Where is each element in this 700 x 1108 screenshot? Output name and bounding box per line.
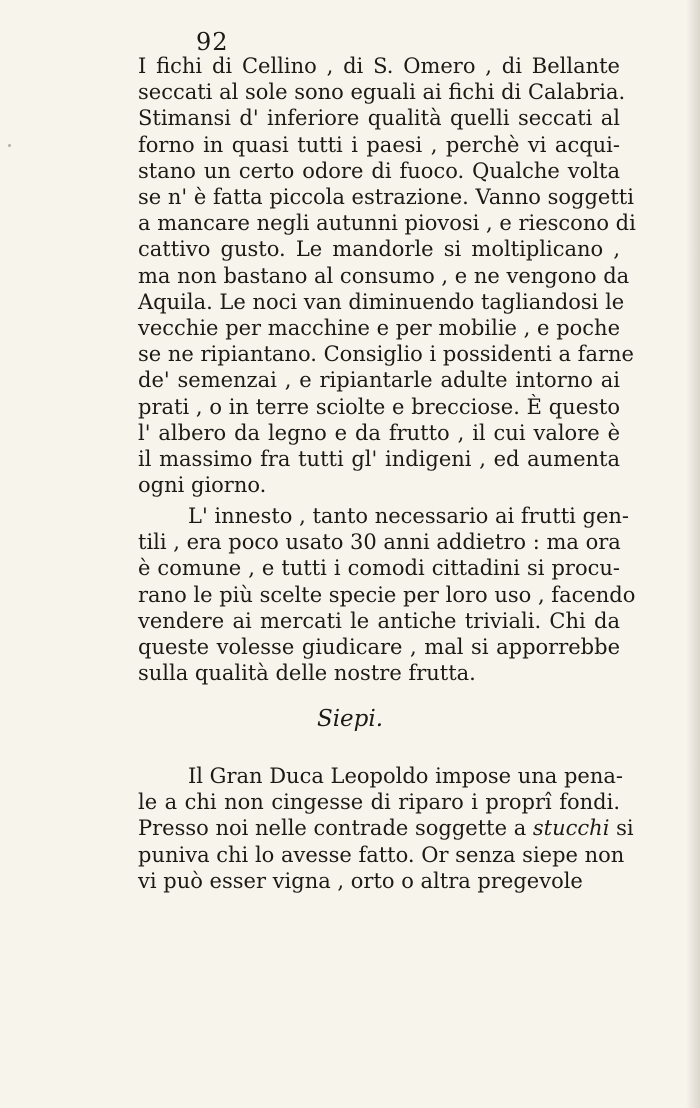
italic-term: stucchi [532,816,610,841]
text-line: rano le più scelte specie per loro uso , facendo [138,582,636,607]
text-line: Il Gran Duca Leopoldo impose una pena- [188,764,623,788]
text-line: I fichi di Cellino , di S. Omero , di Bellante [138,54,620,78]
text-line: le a chi non cingesse di riparo i proprî fondi. [138,790,620,815]
text-line: cattivo gusto. Le mandorle si moltiplicano , [138,237,620,262]
text-line: è comune , e tutti i comodi cittadini si procu- [138,556,620,581]
text-line: il massimo fra tutti gl' indigeni , ed aumenta [138,447,620,471]
text-line: a mancare negli autunni piovosi , e riescono di [138,211,636,236]
margin-speck [8,144,11,147]
text-line: puniva chi lo avesse fatto. Or senza siepe non [138,842,625,867]
text-line: vendere ai mercati le antiche triviali. Chi da [138,608,620,633]
text-line: ogni giorno. [138,473,267,498]
text-line: prati , o in terre sciolte e brecciose. È questo [138,394,620,419]
page-edge-shadow [686,0,700,1108]
text-line: tili , era poco usato 30 anni addietro : ma ora [138,530,621,555]
text-line: ma non bastano al consumo , e ne vengono da [138,263,630,288]
text-line: de' semenzai , e ripiantarle adulte intorno ai [138,368,620,393]
text-line: seccati al sole sono eguali ai fichi di Calabria. [138,80,626,105]
text-line: sulla qualità delle nostre frutta. [138,661,476,686]
text-line: vecchie per macchine e per mobilie , e poche [138,316,620,340]
text-line: vi può esser vigna , orto o altra pregevole [138,868,583,893]
section-heading: Siepi. [316,706,384,732]
text-line: se n' è fatta piccola estrazione. Vanno soggetti [138,185,634,209]
text-line: se ne ripiantano. Consiglio i possidenti a farne [138,342,634,367]
text-line: l' albero da legno e da frutto , il cui valore è [138,420,620,445]
text-line: Presso noi nelle contrade soggette a stucchi si [138,816,634,841]
text-line: L' innesto , tanto necessario ai frutti gen- [188,504,630,528]
text-line: Stimansi d' inferiore qualità quelli seccati al [138,106,620,131]
text-line: stano un certo odore di fuoco. Qualche volta [138,158,620,183]
text-line: forno in quasi tutti i paesi , perchè vi acqui- [138,132,620,157]
page-number: 92 [196,28,229,56]
text-line: Aquila. Le noci van diminuendo tagliandosi le [138,289,625,314]
text-line: queste volesse giudicare , mal si apporrebbe [138,635,620,659]
